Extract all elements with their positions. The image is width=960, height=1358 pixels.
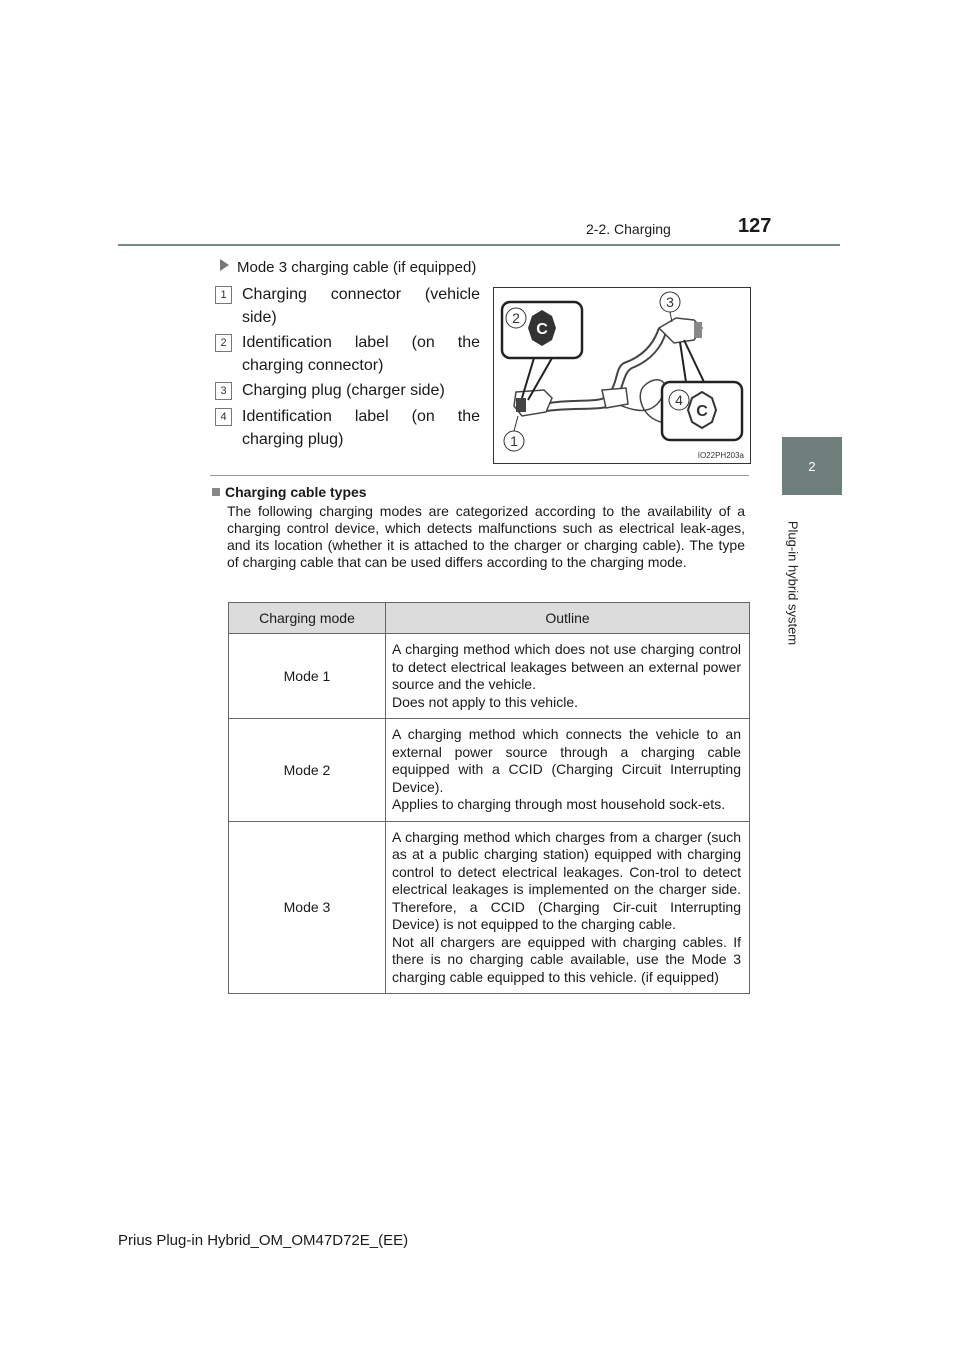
- legend-number: 2: [215, 334, 232, 352]
- mode-cell: Mode 3: [229, 821, 386, 994]
- mode-cell: Mode 2: [229, 719, 386, 822]
- section-divider: [210, 475, 749, 476]
- section-title: 2-2. Charging: [586, 221, 671, 237]
- table-header: Outline: [386, 603, 750, 634]
- charging-cable-figure: [493, 287, 751, 464]
- chapter-tab: [782, 437, 842, 495]
- charging-cable-illustration: [494, 288, 750, 463]
- chapter-number: 2: [808, 458, 816, 474]
- legend-text: Charging connector (vehicle side): [242, 286, 480, 326]
- callout-number: 3: [666, 294, 674, 310]
- page-number: 127: [738, 215, 772, 237]
- charging-modes-table: [228, 602, 750, 994]
- cable-heading-text: Mode 3 charging cable (if equipped): [237, 259, 477, 276]
- legend-item: [215, 405, 480, 451]
- image-code: IO22PH203a: [697, 451, 744, 460]
- legend-number: 1: [215, 286, 232, 304]
- callout-number: 1: [510, 433, 518, 449]
- legend-item: [215, 331, 480, 377]
- legend-item: [215, 379, 480, 402]
- chapter-title: Plug-in hybrid system: [785, 520, 801, 646]
- legend-text: Identification label (on the charging plug): [242, 408, 480, 448]
- square-bullet-icon: [212, 488, 220, 496]
- table-row: [229, 821, 750, 994]
- mode-cell: Mode 1: [229, 634, 386, 719]
- document-footer: Prius Plug-in Hybrid_OM_OM47D72E_(EE): [118, 1232, 409, 1249]
- table-header: Charging mode: [229, 603, 386, 634]
- section-body: The following charging modes are categorized according to the availability of a charging control device, which detects malfunctions such as electrical leak-ages, and its location (whether it is attached to the charger or charging cable). The type of charging cable that can be used differs according to the charging mode.: [227, 503, 745, 570]
- arrow-icon: [220, 259, 229, 271]
- table-row: [229, 634, 750, 719]
- outline-text: A charging method which does not use charging control to detect electrical leakages between an external power source and the vehicle. Does not apply to this vehicle.: [392, 641, 741, 710]
- outline-cell: [386, 821, 750, 994]
- table-header-row: [229, 603, 750, 634]
- legend-number: 4: [215, 408, 232, 426]
- legend-item: [215, 283, 480, 329]
- legend-text: Identification label (on the charging connector): [242, 334, 480, 374]
- callout-number: 4: [675, 392, 683, 408]
- chapter-label: [778, 508, 808, 658]
- figure-letter: C: [536, 321, 548, 338]
- section-heading: [212, 484, 367, 500]
- outline-text: A charging method which charges from a charger (such as at a public charging station) equipped with charging control to detect electrical leakages. Con-trol to detect electrical leakages is implemented on the charger side. Therefore, a CCID (Charging Cir-cuit Interrupting Device) is not equipped to the charging cable. Not all chargers are equipped with charging cables. If there is no charging cable available, use the Mode 3 charging cable equipped to this vehicle. (if equipped): [392, 828, 741, 985]
- figure-letter: C: [696, 403, 708, 420]
- callout-number: 2: [512, 310, 520, 326]
- header-rule: [118, 244, 840, 246]
- outline-text: A charging method which connects the vehicle to an external power source through a charging cable equipped with a CCID (Charging Circuit Interrupting Device). Applies to charging through most household sock-ets.: [392, 726, 741, 812]
- legend-text: Charging plug (charger side): [242, 382, 445, 399]
- cable-heading: [220, 259, 476, 276]
- outline-cell: [386, 634, 750, 719]
- table-row: [229, 719, 750, 822]
- outline-cell: [386, 719, 750, 822]
- section-heading-text: Charging cable types: [225, 484, 367, 500]
- legend-number: 3: [215, 382, 232, 400]
